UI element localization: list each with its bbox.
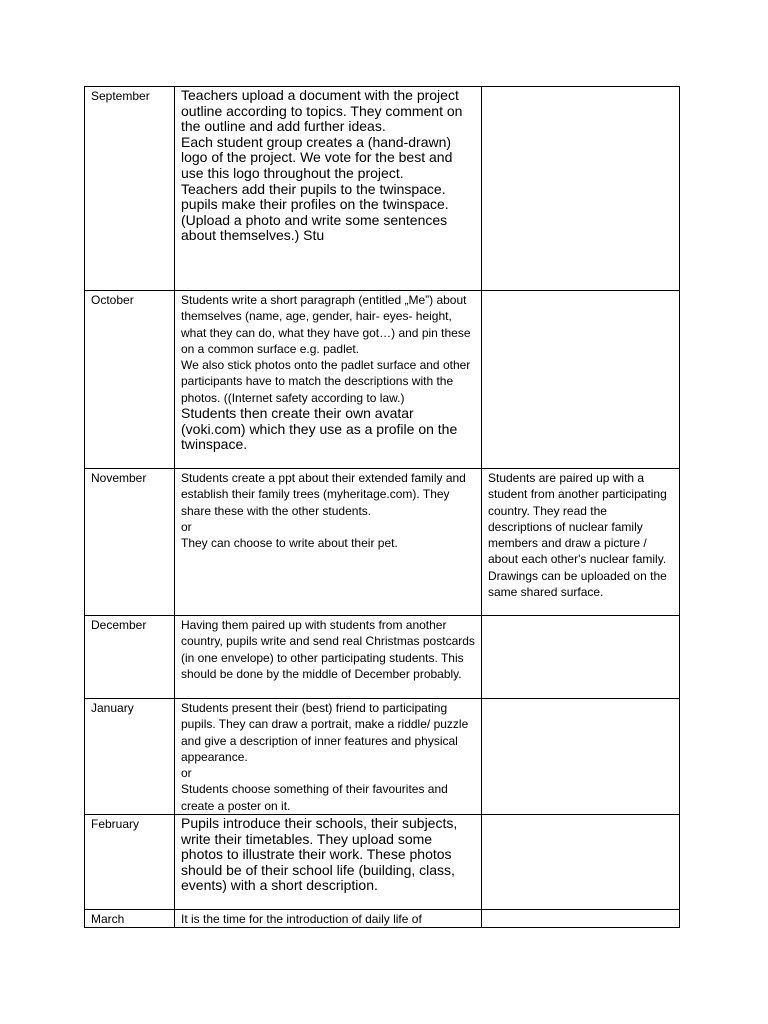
table-row xyxy=(85,910,680,928)
table-row xyxy=(85,699,680,815)
month-cell: March xyxy=(85,910,175,928)
activity-paragraph: or xyxy=(181,519,192,534)
activity-cell xyxy=(175,910,482,928)
month-cell: February xyxy=(85,815,175,910)
activity-paragraph: Pupils introduce their schools, their subjects, write their timetables. They upload some photos to illustrate their work. These photos should be of their school life (building, class, events) with a short description. xyxy=(181,815,458,894)
extra-cell xyxy=(482,616,680,699)
table-row xyxy=(85,616,680,699)
activity-paragraph: Students then create their own avatar (voki.com) which they use as a profile on the twinspace. xyxy=(181,405,458,453)
activity-cell xyxy=(175,87,482,291)
activity-paragraph: Students present their (best) friend to participating pupils. They can draw a portrait, make a riddle/ puzzle and give a description of inner features and physical appearance. xyxy=(181,701,469,764)
activity-cell xyxy=(175,815,482,910)
extra-cell xyxy=(482,87,680,291)
activity-paragraph: They can choose to write about their pet. xyxy=(181,536,398,551)
month-cell: November xyxy=(85,469,175,616)
table-row xyxy=(85,87,680,291)
project-plan-table xyxy=(84,86,680,928)
extra-cell xyxy=(482,291,680,469)
activity-paragraph: Students create a ppt about their extended family and establish their family trees (myheritage.com). They share these with the other students. xyxy=(181,471,466,518)
extra-cell xyxy=(482,469,680,616)
activity-paragraph: or xyxy=(181,766,192,781)
month-cell: December xyxy=(85,616,175,699)
activity-paragraph: Having them paired up with students from another country, pupils write and send real Christmas postcards (in one envelope) to other participating students. This should be done by the middle of December probably. xyxy=(181,618,475,681)
table-row xyxy=(85,291,680,469)
activity-paragraph: Teachers add their pupils to the twinspace. pupils make their profiles on the twinspace. (Upload a photo and write some sentences about themselves.) Stu xyxy=(181,180,449,244)
table-row xyxy=(85,469,680,616)
month-cell: October xyxy=(85,291,175,469)
table-row xyxy=(85,815,680,910)
month-cell: January xyxy=(85,699,175,815)
extra-cell xyxy=(482,910,680,928)
extra-cell xyxy=(482,815,680,910)
table-body xyxy=(85,87,680,928)
activity-paragraph: Students choose something of their favourites and create a poster on it. xyxy=(181,782,448,813)
activity-paragraph: Students write a short paragraph (entitled „Me”) about themselves (name, age, gender, hair- eyes- height, what they can do, what they have got…) and pin these on a common surface e.g. padlet. xyxy=(181,293,471,356)
activity-paragraph: Each student group creates a (hand-drawn) logo of the project. We vote for the best and use this logo throughout the project. xyxy=(181,133,453,181)
activity-paragraph: It is the time for the introduction of daily life of xyxy=(181,912,422,927)
activity-paragraph: Teachers upload a document with the project outline according to topics. They comment on the outline and add further ideas. xyxy=(181,87,463,135)
month-cell: September xyxy=(85,87,175,291)
activity-cell xyxy=(175,469,482,616)
extra-paragraph: Students are paired up with a student from another participating country. They read the descriptions of nuclear family members and draw a picture / about each other's nuclear family. Drawings can be uploaded on the same shared surface. xyxy=(488,471,667,600)
extra-cell xyxy=(482,699,680,815)
activity-cell xyxy=(175,616,482,699)
activity-cell xyxy=(175,699,482,815)
activity-cell xyxy=(175,291,482,469)
activity-paragraph: We also stick photos onto the padlet surface and other participants have to match the descriptions with the photos. ((Internet safety according to law.) xyxy=(181,358,471,405)
